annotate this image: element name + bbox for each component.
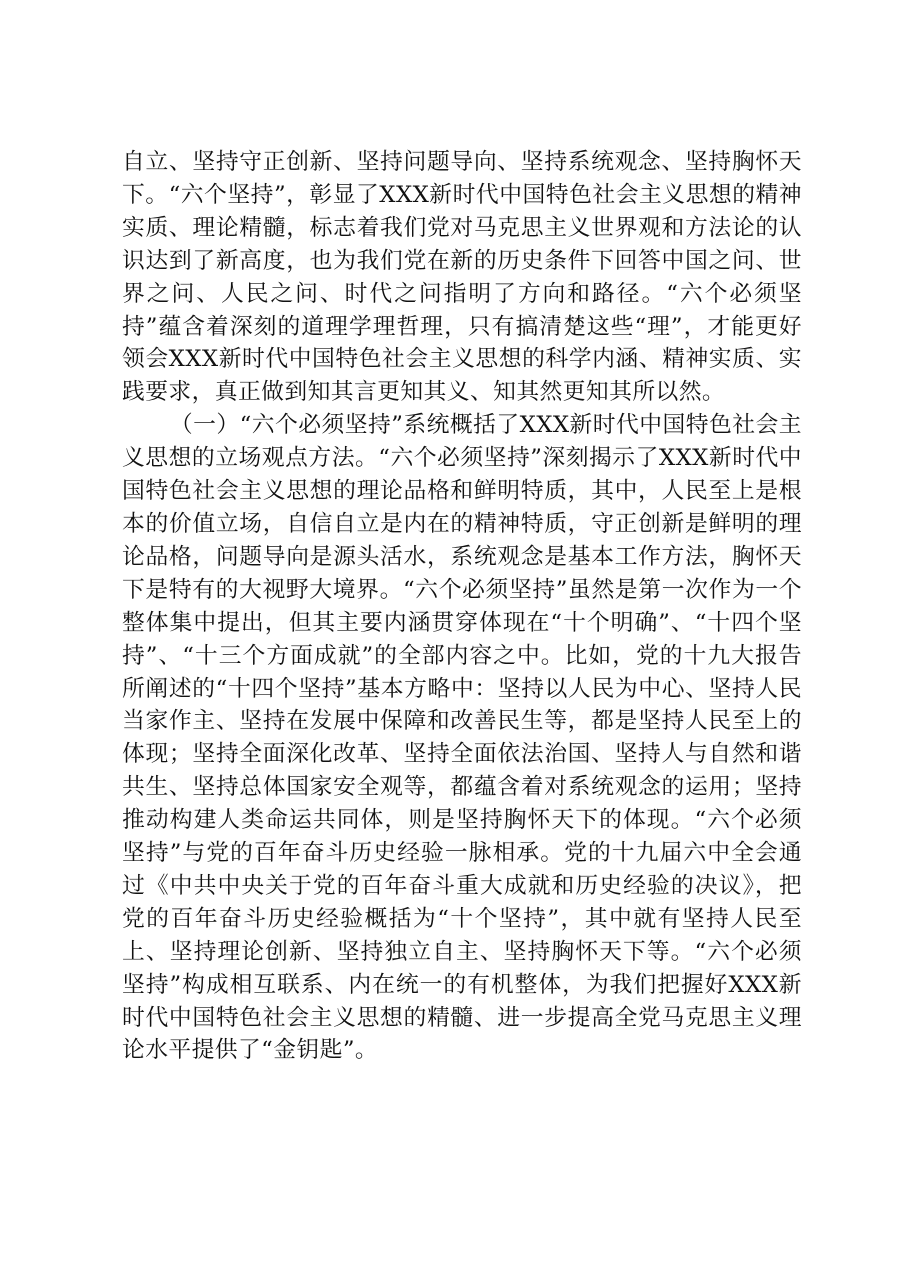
paragraph-section-one: （一）“六个必须坚持”系统概括了XXX新时代中国特色社会主义思想的立场观点方法。“六个必须坚持”深刻揭示了XXX新时代中国特色社会主义思想的理论品格和鲜明特质，其中，人民至上是根本的价值立场，自信自立是内在的精神特质，守正创新是鲜明的理论品格，问题导向是源头活水，系统观念是基本工作方法，胸怀天下是特有的大视野大境界。“六个必须坚持”虽然是第一次作为一个整体集中提出，但其主要内涵贯穿体现在“十个明确”、“十四个坚持”、“十三个方面成就”的全部内容之中。比如，党的十九大报告所阐述的“十四个坚持”基本方略中：坚持以人民为中心、坚持人民当家作主、坚持在发展中保障和改善民生等，都是坚持人民至上的体现；坚持全面深化改革、坚持全面依法治国、坚持人与自然和谐共生、坚持总体国家安全观等，都蕴含着对系统观念的运用；坚持推动构建人类命运共同体，则是坚持胸怀天下的体现。“六个必须坚持”与党的百年奋斗历史经验一脉相承。党的十九届六中全会通过《中共中央关于党的百年奋斗重大成就和历史经验的决议》，把党的百年奋斗历史经验概括为“十个坚持”，其中就有坚持人民至上、坚持理论创新、坚持独立自主、坚持胸怀天下等。“六个必须坚持”构成相互联系、内在统一的有机整体，为我们把握好XXX新时代中国特色社会主义思想的精髓、进一步提高全党马克思主义理论水平提供了“金钥匙”。 [122,412,802,1064]
paragraph-continuation: 自立、坚持守正创新、坚持问题导向、坚持系统观念、坚持胸怀天下。“六个坚持”，彰显了XXX新时代中国特色社会主义思想的精神实质、理论精髓，标志着我们党对马克思主义世界观和方法论的认识达到了新高度，也为我们党在新的历史条件下回答中国之问、世界之问、人民之问、时代之问指明了方向和路径。“六个必须坚持”蕴含着深刻的道理学理哲理，只有搞清楚这些“理”，才能更好领会XXX新时代中国特色社会主义思想的科学内涵、精神实质、实践要求，真正做到知其言更知其义、知其然更知其所以然。 [122,149,802,406]
document-body [122,146,802,1067]
